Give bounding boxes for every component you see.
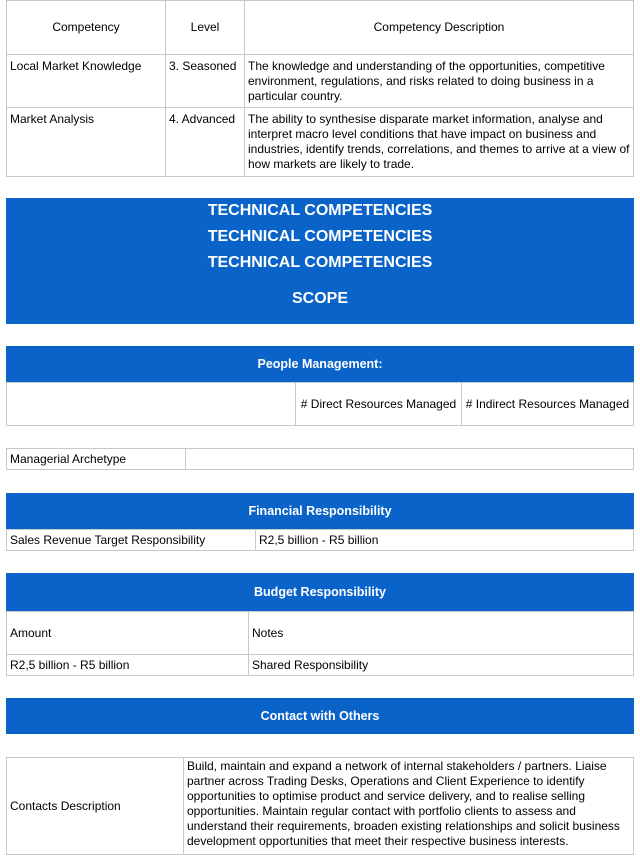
people-management-heading: People Management: [6, 346, 634, 382]
sales-revenue-target-label: Sales Revenue Target Responsibility [6, 529, 256, 551]
scope-heading: SCOPE [291, 290, 348, 307]
row-1-competency: Local Market Knowledge [6, 54, 166, 108]
budget-amount-header: Amount [6, 611, 249, 655]
budget-notes-value: Shared Responsibility [248, 654, 634, 676]
header-competency-description: Competency Description [244, 0, 634, 55]
contacts-description-text: Build, maintain and expand a network of internal stakeholders / partners. Liaise partner across Trading Desks, Operations and Client Experience to identify opportunities to optimise product and service delivery, and to realise selling opportunities. Maintain regular contact with portfolio clients to assess and understand their requirements, broaden existing relationships and solicit business development opportunities that meet their respective business interests. [183, 757, 634, 855]
indirect-resources-managed: # Indirect Resources Managed [461, 382, 634, 426]
row-1-description: The knowledge and understanding of the opportunities, competitive environment, regulations, and risks related to doing business in a particular country. [244, 54, 634, 108]
technical-heading-2: TECHNICAL COMPETENCIES [207, 228, 433, 245]
managerial-archetype-value [185, 448, 634, 470]
sales-revenue-target-value: R2,5 billion - R5 billion [255, 529, 634, 551]
header-competency: Competency [6, 0, 166, 55]
row-2-competency: Market Analysis [6, 107, 166, 177]
technical-competencies-banner [6, 198, 634, 324]
row-2-description: The ability to synthesise disparate market information, analyse and interpret macro level conditions that have impact on business and industries, identify trends, correlations, and themes to arrive at a view of how markets are likely to trade. [244, 107, 634, 177]
technical-heading-1: TECHNICAL COMPETENCIES [207, 202, 433, 219]
contact-with-others-heading: Contact with Others [6, 698, 634, 734]
contacts-description-label: Contacts Description [6, 757, 184, 855]
row-1-level: 3. Seasoned [165, 54, 245, 108]
budget-responsibility-heading: Budget Responsibility [6, 573, 634, 611]
people-management-blank-cell [6, 382, 296, 426]
direct-resources-managed: # Direct Resources Managed [295, 382, 462, 426]
financial-responsibility-heading: Financial Responsibility [6, 493, 634, 529]
header-level: Level [165, 0, 245, 55]
budget-amount-value: R2,5 billion - R5 billion [6, 654, 249, 676]
budget-notes-header: Notes [248, 611, 634, 655]
row-2-level: 4. Advanced [165, 107, 245, 177]
managerial-archetype-label: Managerial Archetype [6, 448, 186, 470]
technical-heading-3: TECHNICAL COMPETENCIES [207, 254, 433, 271]
